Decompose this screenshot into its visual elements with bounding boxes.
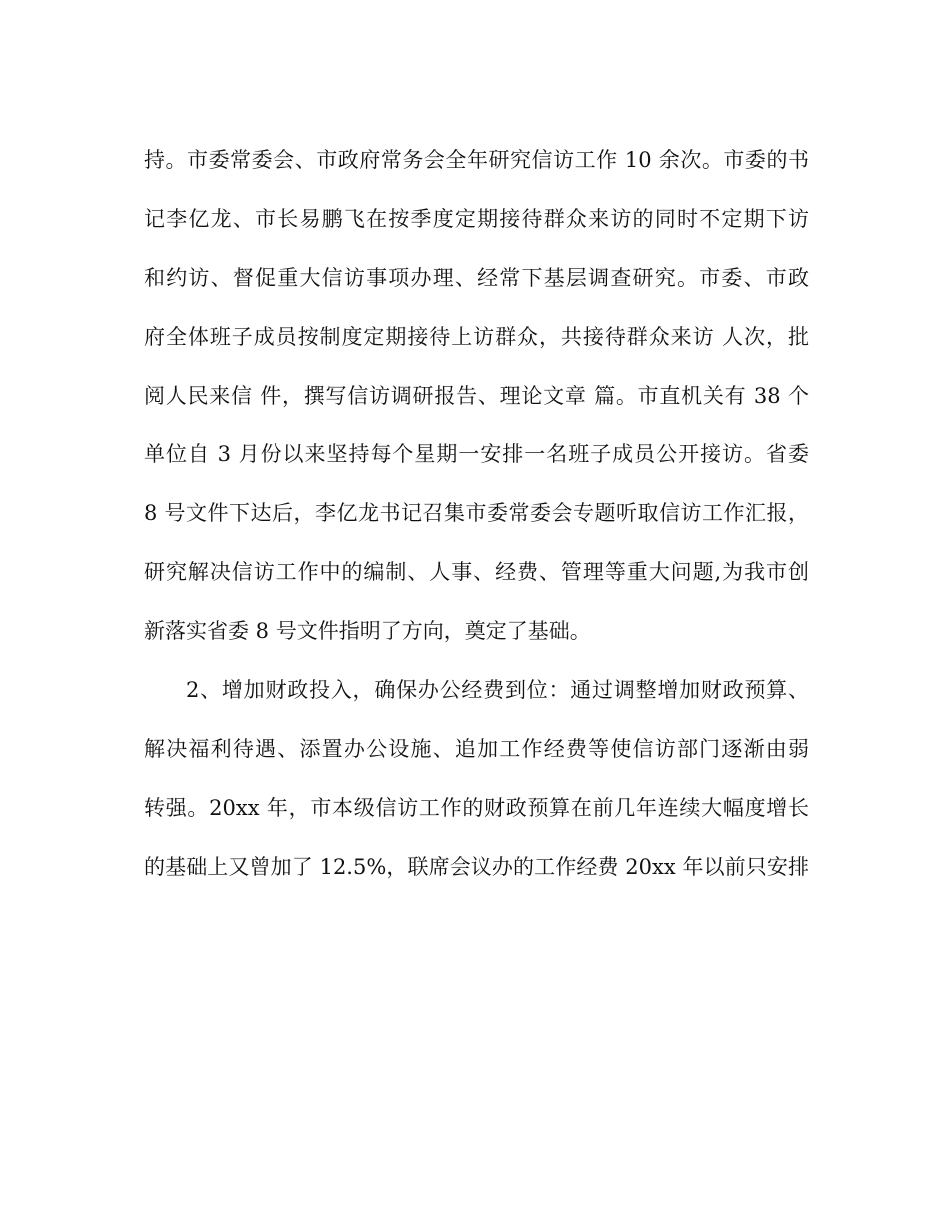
text-line: 研究解决信访工作中的编制、人事、经费、管理等重大问题,为我市创 xyxy=(144,560,809,585)
paragraph-end-line: 新落实省委 8 号文件指明了方向，奠定了基础。 xyxy=(144,619,591,644)
text-line: 单位自 3 月份以来坚持每个星期一安排一名班子成员公开接访。省委 xyxy=(144,442,809,467)
text-line: 解决福利待遇、添置办公设施、追加工作经费等使信访部门逐渐由弱 xyxy=(144,736,809,761)
text-line: 和约访、督促重大信访事项办理、经常下基层调查研究。市委、市政 xyxy=(144,265,809,290)
text-line: 的基础上又曾加了 12.5%，联席会议办的工作经费 20xx 年以前只安排 xyxy=(144,854,809,879)
text-line: 府全体班子成员按制度定期接待上访群众，共接待群众来访 人次，批 xyxy=(144,324,809,349)
text-line: 阅人民来信 件，撰写信访调研报告、理论文章 篇。市直机关有 38 个 xyxy=(144,383,809,408)
body-text xyxy=(144,134,809,900)
paragraph-first-line: 2、增加财政投入，确保办公经费到位：通过调整增加财政预算、 xyxy=(186,678,809,703)
text-line: 转强。20xx 年，市本级信访工作的财政预算在前几年连续大幅度增长 xyxy=(144,795,809,820)
text-line: 记李亿龙、市长易鹏飞在按季度定期接待群众来访的同时不定期下访 xyxy=(144,206,809,231)
text-line: 持。市委常委会、市政府常务会全年研究信访工作 10 余次。市委的书 xyxy=(144,148,809,172)
text-line: 8 号文件下达后，李亿龙书记召集市委常委会专题听取信访工作汇报， xyxy=(144,501,809,526)
